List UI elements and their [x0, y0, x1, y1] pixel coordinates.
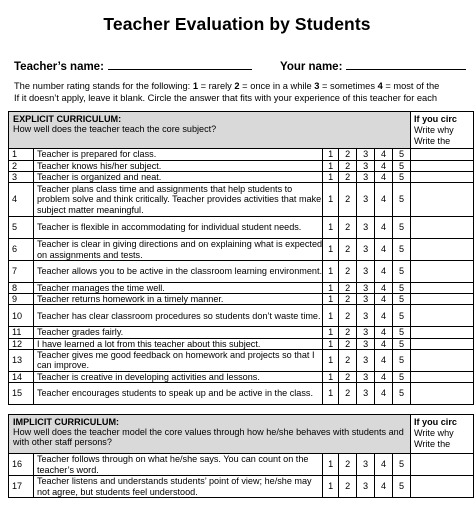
comment-cell[interactable]	[410, 294, 473, 305]
rating-option-1[interactable]: 1	[323, 327, 339, 338]
rating-option-3[interactable]: 3	[357, 476, 375, 498]
section-header	[9, 415, 411, 454]
rating-option-4[interactable]: 4	[375, 217, 393, 239]
rating-option-1[interactable]: 1	[323, 283, 339, 294]
comment-cell[interactable]	[410, 338, 473, 349]
section-header-row	[9, 415, 474, 454]
rating-option-3[interactable]: 3	[357, 327, 375, 338]
question-text: Teacher is clear in giving directions and on explaining what is expected on assignments and tests.	[33, 239, 322, 261]
rating-option-2[interactable]: 2	[339, 294, 357, 305]
rating-key-1: 1	[192, 81, 198, 91]
question-number: 11	[9, 327, 34, 338]
question-text: Teacher returns homework in a timely manner.	[33, 294, 322, 305]
rating-option-2[interactable]: 2	[339, 171, 357, 182]
teacher-name-line[interactable]	[108, 58, 252, 70]
comment-cell[interactable]	[410, 283, 473, 294]
comment-instruction-line: Write why	[413, 427, 454, 438]
question-text: Teacher listens and understands students’ point of view; he/she may not agree, but students feel understood.	[33, 476, 322, 498]
question-number: 13	[9, 349, 34, 371]
question-number: 6	[9, 239, 34, 261]
question-text: I have learned a lot from this teacher about this subject.	[33, 338, 322, 349]
question-text: Teacher gives me good feedback on homework and projects so that I can improve.	[33, 349, 322, 371]
question-text: Teacher is prepared for class.	[33, 149, 322, 160]
rating-option-4[interactable]: 4	[375, 476, 393, 498]
rating-option-3[interactable]: 3	[357, 371, 375, 382]
question-row	[9, 149, 474, 160]
question-number: 17	[9, 476, 34, 498]
rating-option-1[interactable]: 1	[323, 338, 339, 349]
rating-option-5[interactable]: 5	[393, 454, 411, 476]
rating-option-5[interactable]: 5	[393, 371, 411, 382]
question-number: 12	[9, 338, 34, 349]
your-name-label: Your name:	[280, 61, 343, 73]
question-text: Teacher plans class time and assignments that help students to problem solve and think critically. Teacher provides activities that make subject matter meaningful.	[33, 183, 322, 217]
rating-key-3: 3	[314, 81, 320, 91]
comment-cell[interactable]	[410, 183, 473, 217]
explicit-curriculum-table	[8, 111, 474, 405]
question-text: Teacher follows through on what he/she says. You can count on the teacher’s word.	[33, 454, 322, 476]
rating-option-4[interactable]: 4	[375, 239, 393, 261]
question-number: 7	[9, 261, 34, 283]
section-question: How well does the teacher teach the core subject?	[13, 124, 217, 135]
rating-option-1[interactable]: 1	[323, 149, 339, 160]
section-question: How well does the teacher model the core values through how he/she behaves with students and with other staff persons?	[13, 427, 404, 448]
rating-option-4[interactable]: 4	[375, 383, 393, 405]
rating-option-4[interactable]: 4	[375, 294, 393, 305]
rating-option-1[interactable]: 1	[323, 261, 339, 283]
section-title: IMPLICIT CURRICULUM:	[13, 417, 120, 427]
comment-cell[interactable]	[410, 454, 473, 476]
rating-option-1[interactable]: 1	[323, 305, 339, 327]
rating-option-2[interactable]: 2	[339, 217, 357, 239]
question-text: Teacher allows you to be active in the classroom learning environment.	[33, 261, 322, 283]
question-text: Teacher grades fairly.	[33, 327, 322, 338]
rating-option-2[interactable]: 2	[339, 349, 357, 371]
question-number: 16	[9, 454, 34, 476]
rating-option-4[interactable]: 4	[375, 327, 393, 338]
comment-instruction-line: Write the	[413, 135, 451, 146]
rating-option-2[interactable]: 2	[339, 283, 357, 294]
question-row	[9, 283, 474, 294]
section-header-row	[9, 112, 474, 149]
rating-option-3[interactable]: 3	[357, 183, 375, 217]
comment-instruction-line: If you circ	[413, 417, 457, 427]
instructions-line-1	[14, 81, 439, 93]
question-number: 2	[9, 160, 34, 171]
question-text: Teacher encourages students to speak up and be active in the class.	[33, 383, 322, 405]
rating-option-3[interactable]: 3	[357, 217, 375, 239]
comment-cell[interactable]	[410, 349, 473, 371]
rating-option-1[interactable]: 1	[323, 217, 339, 239]
comment-cell[interactable]	[410, 149, 473, 160]
question-row	[9, 305, 474, 327]
question-row	[9, 217, 474, 239]
rating-option-5[interactable]: 5	[393, 283, 411, 294]
rating-option-3[interactable]: 3	[357, 149, 375, 160]
question-row	[9, 371, 474, 382]
section-header	[9, 112, 411, 149]
rating-option-1[interactable]: 1	[323, 371, 339, 382]
rating-option-4[interactable]: 4	[375, 305, 393, 327]
comment-instruction-line: Write the	[413, 438, 451, 449]
your-name-field[interactable]	[280, 58, 466, 73]
question-text: Teacher is flexible in accommodating for individual student needs.	[33, 217, 322, 239]
comment-cell[interactable]	[410, 476, 473, 498]
question-number: 8	[9, 283, 34, 294]
question-number: 5	[9, 217, 34, 239]
question-row	[9, 261, 474, 283]
rating-option-5[interactable]: 5	[393, 349, 411, 371]
rating-option-2[interactable]: 2	[339, 261, 357, 283]
question-number: 1	[9, 149, 34, 160]
rating-option-4[interactable]: 4	[375, 349, 393, 371]
rating-option-5[interactable]: 5	[393, 476, 411, 498]
comment-instructions	[410, 112, 473, 149]
rating-option-3[interactable]: 3	[357, 383, 375, 405]
teacher-name-label: Teacher’s name:	[14, 61, 104, 73]
question-row	[9, 454, 474, 476]
question-number: 4	[9, 183, 34, 217]
rating-option-3[interactable]: 3	[357, 239, 375, 261]
rating-option-5[interactable]: 5	[393, 338, 411, 349]
question-number: 14	[9, 371, 34, 382]
rating-option-1[interactable]: 1	[323, 160, 339, 171]
question-number: 9	[9, 294, 34, 305]
rating-option-2[interactable]: 2	[339, 160, 357, 171]
rating-option-3[interactable]: 3	[357, 283, 375, 294]
rating-option-2[interactable]: 2	[339, 338, 357, 349]
comment-cell[interactable]	[410, 261, 473, 283]
rating-option-2[interactable]: 2	[339, 305, 357, 327]
rating-option-3[interactable]: 3	[357, 294, 375, 305]
rating-option-1[interactable]: 1	[323, 183, 339, 217]
rating-option-5[interactable]: 5	[393, 327, 411, 338]
rating-option-2[interactable]: 2	[339, 476, 357, 498]
rating-option-4[interactable]: 4	[375, 183, 393, 217]
comment-cell[interactable]	[410, 383, 473, 405]
rating-option-4[interactable]: 4	[375, 371, 393, 382]
rating-option-3[interactable]: 3	[357, 349, 375, 371]
rating-meaning-4: = most of the	[382, 81, 440, 91]
rating-option-1[interactable]: 1	[323, 454, 339, 476]
question-row	[9, 171, 474, 182]
comment-cell[interactable]	[410, 305, 473, 327]
instructions-line-2: If it doesn’t apply, leave it blank. Circle the answer that fits with your experience of this teacher for each	[14, 92, 438, 103]
rating-option-3[interactable]: 3	[357, 171, 375, 182]
rating-option-5[interactable]: 5	[393, 149, 411, 160]
rating-key-2: 2	[234, 81, 240, 91]
comment-cell[interactable]	[410, 371, 473, 382]
rating-option-3[interactable]: 3	[357, 454, 375, 476]
rating-instructions	[14, 81, 439, 104]
rating-option-5[interactable]: 5	[393, 239, 411, 261]
rating-option-4[interactable]: 4	[375, 171, 393, 182]
rating-meaning-1: = rarely	[197, 81, 235, 91]
rating-option-4[interactable]: 4	[375, 160, 393, 171]
rating-option-2[interactable]: 2	[339, 327, 357, 338]
comment-cell[interactable]	[410, 217, 473, 239]
rating-option-4[interactable]: 4	[375, 283, 393, 294]
rating-option-5[interactable]: 5	[393, 160, 411, 171]
question-number: 10	[9, 305, 34, 327]
comment-cell[interactable]	[410, 327, 473, 338]
question-text: Teacher has clear classroom procedures so students don’t waste time.	[33, 305, 322, 327]
question-row	[9, 476, 474, 498]
question-row	[9, 338, 474, 349]
comment-instruction-line: If you circ	[413, 114, 457, 124]
rating-option-4[interactable]: 4	[375, 149, 393, 160]
rating-option-3[interactable]: 3	[357, 305, 375, 327]
rating-option-5[interactable]: 5	[393, 383, 411, 405]
rating-option-5[interactable]: 5	[393, 305, 411, 327]
rating-option-3[interactable]: 3	[357, 160, 375, 171]
rating-option-3[interactable]: 3	[357, 261, 375, 283]
rating-option-4[interactable]: 4	[375, 338, 393, 349]
question-row	[9, 239, 474, 261]
question-row	[9, 160, 474, 171]
rating-option-1[interactable]: 1	[323, 349, 339, 371]
rating-option-5[interactable]: 5	[393, 294, 411, 305]
comment-instructions	[410, 415, 473, 454]
rating-option-1[interactable]: 1	[323, 171, 339, 182]
rating-option-5[interactable]: 5	[393, 183, 411, 217]
rating-option-1[interactable]: 1	[323, 294, 339, 305]
question-text: Teacher knows his/her subject.	[33, 160, 322, 171]
instructions-lead: The number rating stands for the following:	[14, 81, 193, 91]
implicit-curriculum-table	[8, 414, 474, 498]
question-row	[9, 327, 474, 338]
rating-option-5[interactable]: 5	[393, 171, 411, 182]
rating-option-2[interactable]: 2	[339, 149, 357, 160]
question-text: Teacher is organized and neat.	[33, 171, 322, 182]
rating-option-2[interactable]: 2	[339, 454, 357, 476]
rating-meaning-2: = once in a while	[239, 81, 315, 91]
rating-key-4: 4	[377, 81, 383, 91]
rating-option-5[interactable]: 5	[393, 217, 411, 239]
comment-cell[interactable]	[410, 239, 473, 261]
question-text: Teacher is creative in developing activities and lessons.	[33, 371, 322, 382]
comment-cell[interactable]	[410, 171, 473, 182]
rating-option-5[interactable]: 5	[393, 261, 411, 283]
rating-option-2[interactable]: 2	[339, 239, 357, 261]
teacher-name-field[interactable]	[14, 58, 252, 73]
rating-option-4[interactable]: 4	[375, 261, 393, 283]
your-name-line[interactable]	[346, 58, 466, 70]
question-text: Teacher manages the time well.	[33, 283, 322, 294]
question-number: 3	[9, 171, 34, 182]
rating-meaning-3: = sometimes	[319, 81, 378, 91]
question-row	[9, 294, 474, 305]
comment-instruction-line: Write why	[413, 124, 454, 135]
section-title: EXPLICIT CURRICULUM:	[13, 114, 122, 124]
rating-option-1[interactable]: 1	[323, 383, 339, 405]
question-row	[9, 349, 474, 371]
rating-option-4[interactable]: 4	[375, 454, 393, 476]
comment-cell[interactable]	[410, 160, 473, 171]
rating-option-1[interactable]: 1	[323, 476, 339, 498]
rating-option-1[interactable]: 1	[323, 239, 339, 261]
page-title: Teacher Evaluation by Students	[103, 14, 371, 34]
rating-option-3[interactable]: 3	[357, 338, 375, 349]
question-row	[9, 383, 474, 405]
question-row	[9, 183, 474, 217]
rating-option-2[interactable]: 2	[339, 183, 357, 217]
rating-option-2[interactable]: 2	[339, 371, 357, 382]
question-number: 15	[9, 383, 34, 405]
rating-option-2[interactable]: 2	[339, 383, 357, 405]
